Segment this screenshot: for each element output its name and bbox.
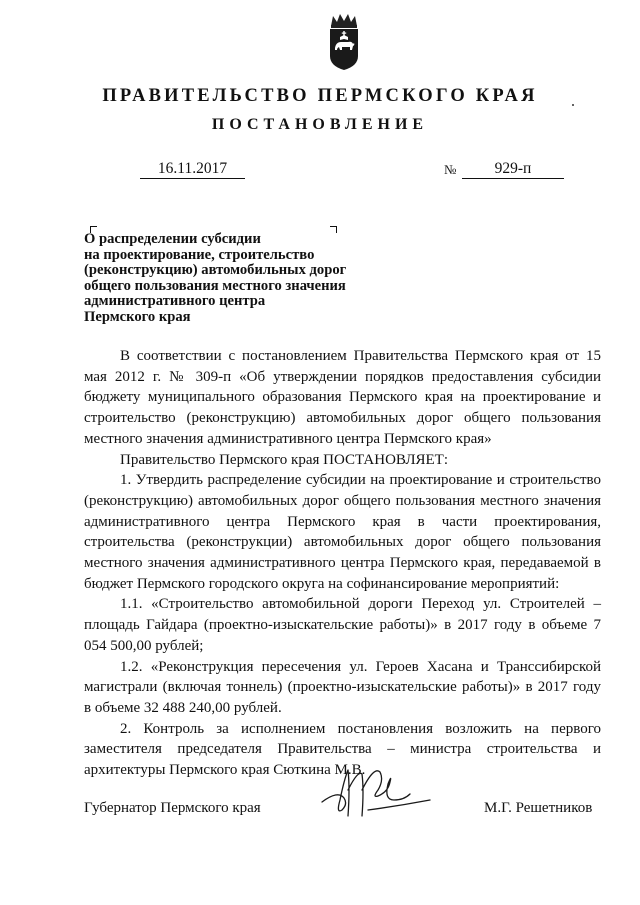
document-type: ПОСТАНОВЛЕНИЕ <box>211 116 429 133</box>
body-paragraph: 1.2. «Реконструкция пересечения ул. Героев Хасана и Транссибирской магистрали (включая тоннель) (проектно-изыскательские работы)» в 2017 году в объеме 32 488 240,00 рублей. <box>84 658 601 716</box>
document-number: 929-п <box>462 160 564 179</box>
subject-line: Пермского края <box>84 308 191 325</box>
body-paragraph: 1. Утвердить распределение субсидии на проектирование и строительство (реконструкцию) автомобильных дорог общего пользования местного значения административного центра Пермского края в части проектирования, строительства (реконструкции) автомобильных дорог общего пользования местного значения административного центра Пермского края, передаваемой в бюджет Пермского городского округа на софинансирование мероприятий: <box>84 472 601 592</box>
subject-line: общего пользования местного значения <box>84 277 346 294</box>
subject-line: (реконструкцию) автомобильных дорог <box>84 262 347 279</box>
subject-line: административного центра <box>84 293 266 310</box>
body-paragraph: 1.1. «Строительство автомобильной дороги Переход ул. Строителей – площадь Гайдара (проектно-изыскательские работы)» в 2017 году в объеме 7 054 500,00 рублей; <box>84 596 601 654</box>
document-date: 16.11.2017 <box>140 160 245 179</box>
document-subject <box>84 232 346 326</box>
subject-line: О распределении субсидии <box>84 231 261 247</box>
subject-line: на проектирование, строительство <box>84 246 315 263</box>
body-paragraph: 2. Контроль за исполнением постановления возложить на первого заместителя председателя Правительства – министра строительства и архитектуры Пермского края Сюткина М.В. <box>84 720 601 779</box>
scan-speck <box>572 104 574 106</box>
signatory-position: Губернатор Пермского края <box>84 800 261 816</box>
government-title: ПРАВИТЕЛЬСТВО ПЕРМСКОГО КРАЯ <box>102 86 538 106</box>
coat-of-arms-icon <box>326 12 362 72</box>
document-body <box>84 346 601 781</box>
handwritten-signature-icon <box>318 760 436 820</box>
body-paragraph: Правительство Пермского края ПОСТАНОВЛЯЕТ: <box>120 451 449 468</box>
body-paragraph: В соответствии с постановлением Правительства Пермского края от 15 мая 2012 г. № 309-п «Об утверждении порядков предоставления субсидии бюджету муниципального образования Пермского края на проектирование и строительство (реконструкцию) автомобильных дорог общего пользования местного значения административного центра Пермского края» <box>84 348 601 447</box>
signatory-name: М.Г. Решетников <box>484 800 593 816</box>
number-label: № <box>444 162 457 177</box>
